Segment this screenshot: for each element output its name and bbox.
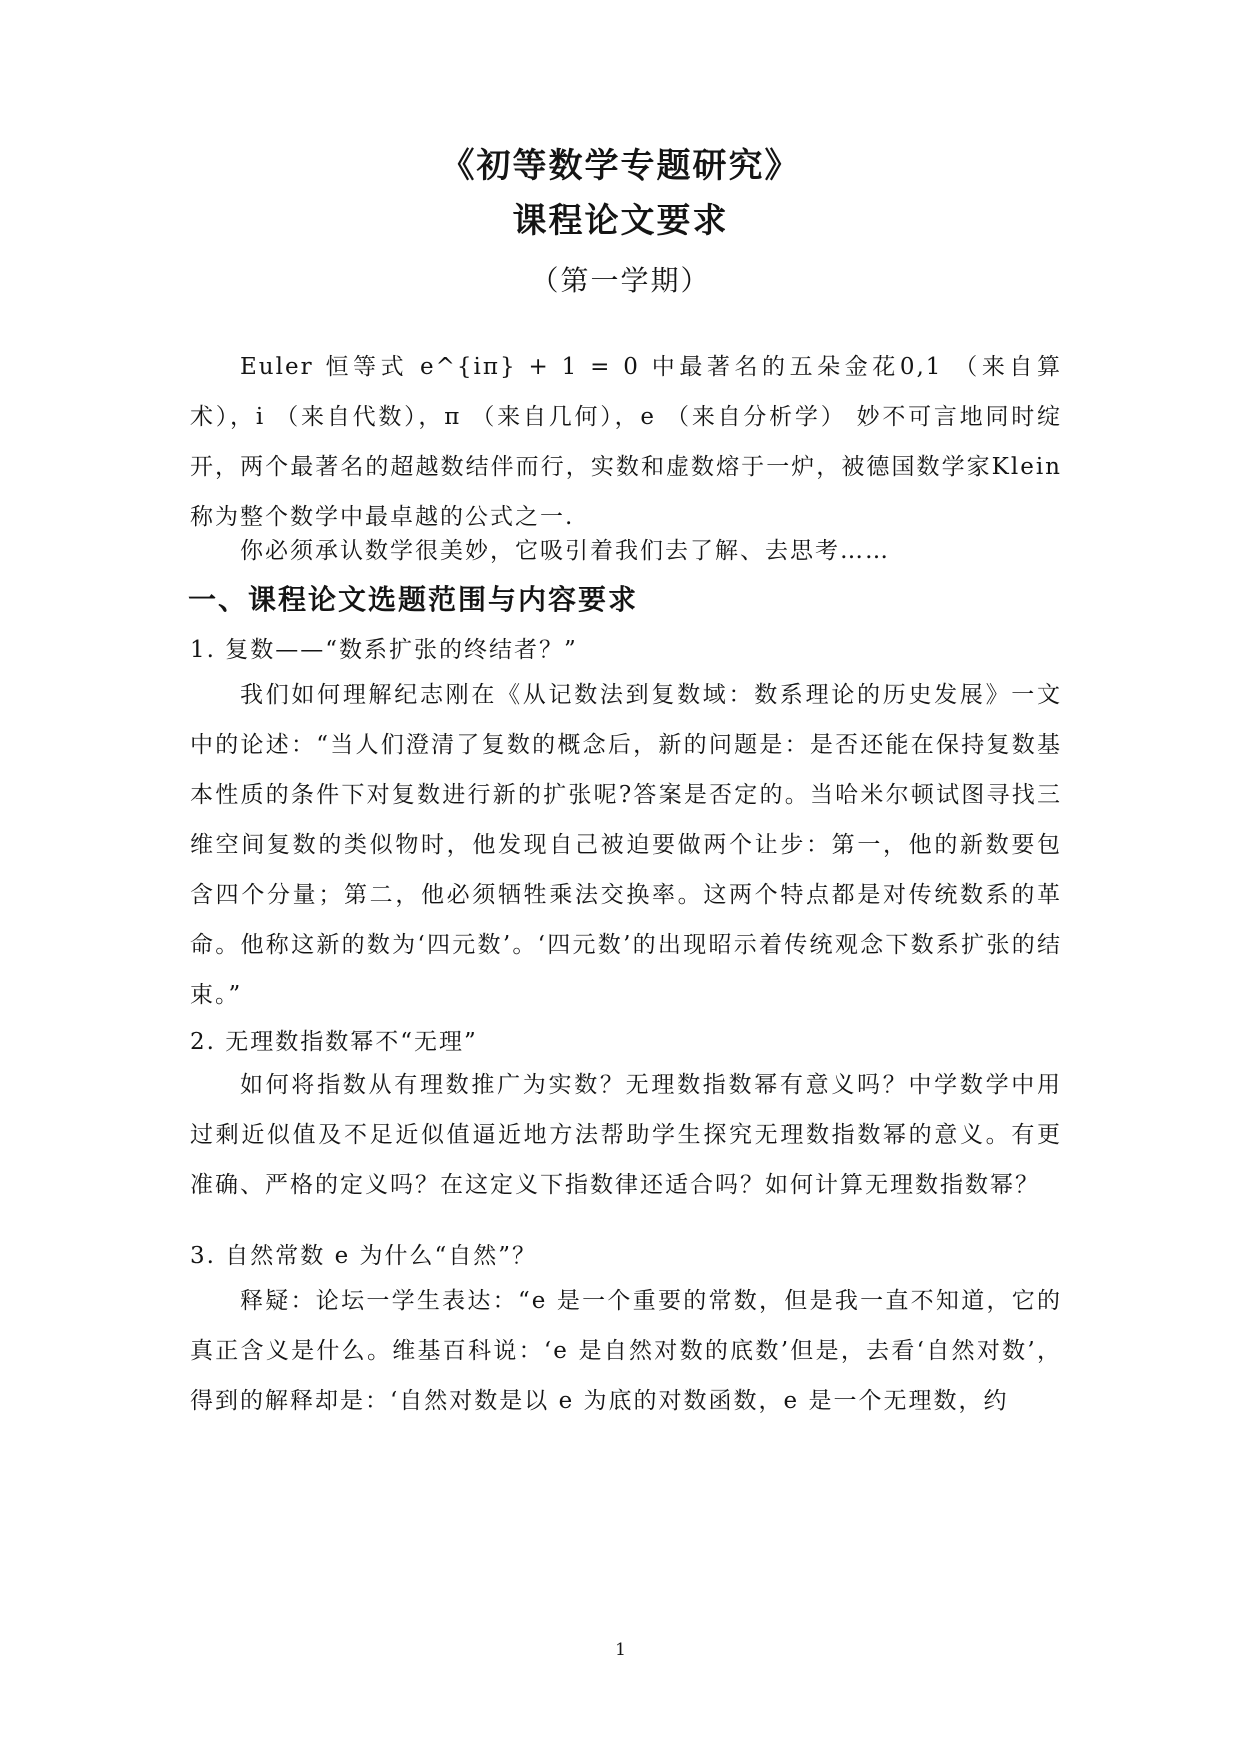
document-subtitle: 课程论文要求 <box>512 201 729 241</box>
document-title: 《初等数学专题研究》 <box>440 146 801 186</box>
topic-title-1: 1. 复数——“数系扩张的终结者？” <box>190 637 578 663</box>
semester-label: （第一学期） <box>530 264 711 297</box>
topic-body-1: 我们如何理解纪志刚在《从记数法到复数域：数系理论的历史发展》一文中的论述：“当人们澄清了复数的概念后，新的问题是：是否还能在保持复数基本性质的条件下对复数进行新的扩张呢?答案是否定的。当哈米尔顿试图寻找三维空间复数的类似物时，他发现自己被迫要做两个让步：第一，他的新数要包含四个分量；第二，他必须牺牲乘法交换率。这两个特点都是对传统数系的革命。他称这新的数为‘四元数’。‘四元数’的出现昭示着传统观念下数系扩张的结束。” <box>190 682 1062 1008</box>
topic-body-3: 释疑：论坛一学生表达：“e 是一个重要的常数，但是我一直不知道，它的真正含义是什么。维基百科说：‘e 是自然对数的底数’但是，去看‘自然对数’，得到的解释却是：‘自然对数是以 e 为底的对数函数，e 是一个无理数，约 <box>190 1288 1062 1414</box>
topic-title-3: 3. 自然常数 e 为什么“自然”？ <box>190 1243 538 1269</box>
page-number: 1 <box>615 1640 626 1660</box>
topic-body-2: 如何将指数从有理数推广为实数？无理数指数幂有意义吗？中学数学中用过剩近似值及不足近似值逼近地方法帮助学生探究无理数指数幂的意义。有更准确、严格的定义吗？在这定义下指数律还适合吗？如何计算无理数指数幂？ <box>190 1072 1062 1198</box>
section-heading: 一、课程论文选题范围与内容要求 <box>188 583 639 616</box>
topic-title-2: 2. 无理数指数幂不“无理” <box>190 1029 478 1055</box>
intro-paragraph-euler: Euler 恒等式 e^{iπ} + 1 = 0 中最著名的五朵金花0,1 （来自算术），i （来自代数），π （来自几何），e （来自分析学） 妙不可言地同时绽开，两个最著名的超越数结伴而行，实数和虚数熔于一炉，被德国数学家Klein称为整个数学中最卓越的公式之一. <box>190 354 1062 530</box>
intro-paragraph-beauty: 你必须承认数学很美妙，它吸引着我们去了解、去思考…… <box>240 538 890 564</box>
